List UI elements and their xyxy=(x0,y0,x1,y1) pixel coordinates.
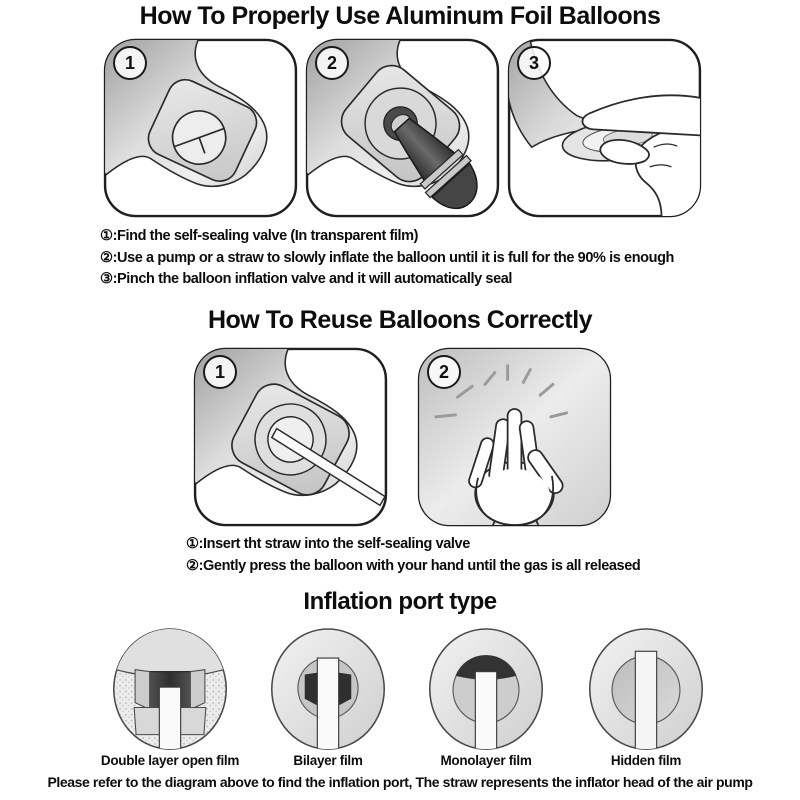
panel-number-badge: 2 xyxy=(427,355,461,389)
step-text: ③:Pinch the balloon inflation valve and it will automatically seal xyxy=(100,271,513,287)
footer-note: Please refer to the diagram above to find the inflation port, The straw represents the inflator head of the air pump xyxy=(47,774,753,790)
panel-find-valve xyxy=(102,37,299,219)
panel-pinch-seal xyxy=(506,37,703,219)
section2-steps xyxy=(186,534,640,577)
double-layer-open-film-icon xyxy=(107,626,233,757)
straw-icon xyxy=(317,658,338,751)
step-text: ①:Insert tht straw into the self-sealing valve xyxy=(186,536,470,552)
panel-number-badge: 3 xyxy=(517,46,551,80)
panel-inflate-pump xyxy=(304,37,501,219)
section1-steps xyxy=(100,226,674,291)
port-bilayer xyxy=(265,626,391,757)
section3-title: Inflation port type xyxy=(303,588,497,615)
section1-title: How To Properly Use Aluminum Foil Balloons xyxy=(139,2,661,30)
right-flap xyxy=(190,670,205,710)
port-double-layer-open xyxy=(107,626,233,757)
section2-title: How To Reuse Balloons Correctly xyxy=(207,306,593,334)
monolayer-film-icon xyxy=(423,626,549,757)
bilayer-film-icon xyxy=(265,626,391,757)
panel-number-badge: 2 xyxy=(315,46,349,80)
panel-press-hand xyxy=(416,346,613,528)
port-label: Hidden film xyxy=(610,753,682,768)
panel-insert-straw xyxy=(192,346,389,528)
straw-icon xyxy=(159,687,180,751)
port-hidden xyxy=(583,626,709,757)
left-flap xyxy=(135,670,150,710)
panel-number-badge: 1 xyxy=(113,46,147,80)
hidden-film-icon xyxy=(583,626,709,757)
top-dome xyxy=(116,627,224,677)
port-label: Double layer open film xyxy=(100,753,240,768)
step-text: ②:Gently press the balloon with your hand until the gas is all released xyxy=(186,557,641,574)
port-label: Bilayer film xyxy=(293,753,363,768)
straw-icon xyxy=(475,672,496,751)
port-label: Monolayer film xyxy=(440,753,532,768)
step-text: ②:Use a pump or a straw to slowly inflate the balloon until it is full for the 90% is enough xyxy=(100,249,674,266)
step-text: ①:Find the self-sealing valve (In transparent film) xyxy=(100,228,419,244)
port-monolayer xyxy=(423,626,549,757)
panel-number-badge: 1 xyxy=(203,355,237,389)
straw-icon xyxy=(635,651,656,751)
